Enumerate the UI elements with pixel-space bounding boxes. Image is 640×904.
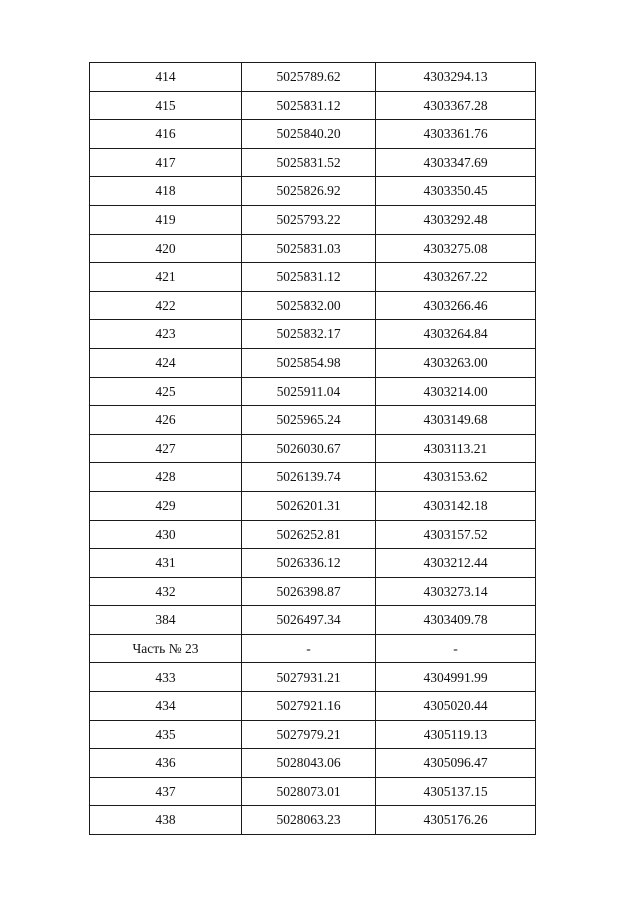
table-row	[90, 91, 536, 120]
y-coordinate-cell: 4305137.15	[376, 777, 536, 806]
y-coordinate-cell: 4303214.00	[376, 377, 536, 406]
x-coordinate-cell: 5025831.12	[242, 91, 376, 120]
point-number-cell: 428	[90, 463, 242, 492]
x-coordinate-cell: 5027921.16	[242, 692, 376, 721]
y-coordinate-cell: 4303149.68	[376, 406, 536, 435]
point-number-cell: 417	[90, 148, 242, 177]
point-number-cell: 424	[90, 348, 242, 377]
point-number-cell: Часть № 23	[90, 634, 242, 663]
table-row	[90, 291, 536, 320]
y-coordinate-cell: 4303409.78	[376, 606, 536, 635]
y-coordinate-cell: 4303267.22	[376, 263, 536, 292]
point-number-cell: 423	[90, 320, 242, 349]
y-coordinate-cell: 4303292.48	[376, 205, 536, 234]
table-row	[90, 720, 536, 749]
point-number-cell: 419	[90, 205, 242, 234]
point-number-cell: 425	[90, 377, 242, 406]
y-coordinate-cell: 4303347.69	[376, 148, 536, 177]
x-coordinate-cell: 5026139.74	[242, 463, 376, 492]
y-coordinate-cell: 4303273.14	[376, 577, 536, 606]
table-row	[90, 634, 536, 663]
point-number-cell: 421	[90, 263, 242, 292]
point-number-cell: 434	[90, 692, 242, 721]
table-row	[90, 491, 536, 520]
point-number-cell: 431	[90, 549, 242, 578]
table-row	[90, 749, 536, 778]
point-number-cell: 429	[90, 491, 242, 520]
table-row	[90, 406, 536, 435]
table-row	[90, 377, 536, 406]
y-coordinate-cell: 4303263.00	[376, 348, 536, 377]
table-row	[90, 606, 536, 635]
table-row	[90, 63, 536, 92]
table-row	[90, 434, 536, 463]
table-row	[90, 348, 536, 377]
coordinates-table	[89, 62, 536, 835]
y-coordinate-cell: 4305119.13	[376, 720, 536, 749]
y-coordinate-cell: 4303157.52	[376, 520, 536, 549]
point-number-cell: 436	[90, 749, 242, 778]
point-number-cell: 433	[90, 663, 242, 692]
table-row	[90, 320, 536, 349]
y-coordinate-cell: 4303113.21	[376, 434, 536, 463]
x-coordinate-cell: 5025793.22	[242, 205, 376, 234]
y-coordinate-cell: -	[376, 634, 536, 663]
y-coordinate-cell: 4303142.18	[376, 491, 536, 520]
x-coordinate-cell: 5026398.87	[242, 577, 376, 606]
x-coordinate-cell: 5025789.62	[242, 63, 376, 92]
point-number-cell: 432	[90, 577, 242, 606]
table-row	[90, 177, 536, 206]
y-coordinate-cell: 4303153.62	[376, 463, 536, 492]
x-coordinate-cell: 5026497.34	[242, 606, 376, 635]
x-coordinate-cell: 5026030.67	[242, 434, 376, 463]
table-row	[90, 549, 536, 578]
x-coordinate-cell: 5025831.12	[242, 263, 376, 292]
table-row	[90, 777, 536, 806]
y-coordinate-cell: 4303264.84	[376, 320, 536, 349]
y-coordinate-cell: 4303294.13	[376, 63, 536, 92]
y-coordinate-cell: 4303361.76	[376, 120, 536, 149]
point-number-cell: 414	[90, 63, 242, 92]
table-row	[90, 263, 536, 292]
point-number-cell: 438	[90, 806, 242, 835]
table-row	[90, 120, 536, 149]
table-row	[90, 663, 536, 692]
x-coordinate-cell: 5026252.81	[242, 520, 376, 549]
x-coordinate-cell: 5026336.12	[242, 549, 376, 578]
point-number-cell: 418	[90, 177, 242, 206]
point-number-cell: 437	[90, 777, 242, 806]
x-coordinate-cell: 5025965.24	[242, 406, 376, 435]
y-coordinate-cell: 4305020.44	[376, 692, 536, 721]
x-coordinate-cell: 5027931.21	[242, 663, 376, 692]
table-row	[90, 806, 536, 835]
point-number-cell: 422	[90, 291, 242, 320]
table-row	[90, 234, 536, 263]
point-number-cell: 384	[90, 606, 242, 635]
point-number-cell: 416	[90, 120, 242, 149]
x-coordinate-cell: 5028063.23	[242, 806, 376, 835]
y-coordinate-cell: 4303212.44	[376, 549, 536, 578]
x-coordinate-cell: 5028073.01	[242, 777, 376, 806]
x-coordinate-cell: 5025826.92	[242, 177, 376, 206]
x-coordinate-cell: 5025854.98	[242, 348, 376, 377]
table-row	[90, 577, 536, 606]
y-coordinate-cell: 4305096.47	[376, 749, 536, 778]
point-number-cell: 430	[90, 520, 242, 549]
x-coordinate-cell: 5025911.04	[242, 377, 376, 406]
x-coordinate-cell: 5025831.03	[242, 234, 376, 263]
y-coordinate-cell: 4303275.08	[376, 234, 536, 263]
x-coordinate-cell: 5025832.00	[242, 291, 376, 320]
table-row	[90, 148, 536, 177]
point-number-cell: 427	[90, 434, 242, 463]
y-coordinate-cell: 4303367.28	[376, 91, 536, 120]
x-coordinate-cell: 5028043.06	[242, 749, 376, 778]
table-row	[90, 520, 536, 549]
x-coordinate-cell: 5025832.17	[242, 320, 376, 349]
y-coordinate-cell: 4303350.45	[376, 177, 536, 206]
table-row	[90, 205, 536, 234]
y-coordinate-cell: 4304991.99	[376, 663, 536, 692]
x-coordinate-cell: 5027979.21	[242, 720, 376, 749]
point-number-cell: 435	[90, 720, 242, 749]
x-coordinate-cell: -	[242, 634, 376, 663]
point-number-cell: 415	[90, 91, 242, 120]
table-row	[90, 692, 536, 721]
table-row	[90, 463, 536, 492]
x-coordinate-cell: 5026201.31	[242, 491, 376, 520]
point-number-cell: 420	[90, 234, 242, 263]
point-number-cell: 426	[90, 406, 242, 435]
y-coordinate-cell: 4305176.26	[376, 806, 536, 835]
x-coordinate-cell: 5025831.52	[242, 148, 376, 177]
x-coordinate-cell: 5025840.20	[242, 120, 376, 149]
coordinates-table-body	[90, 63, 536, 835]
y-coordinate-cell: 4303266.46	[376, 291, 536, 320]
